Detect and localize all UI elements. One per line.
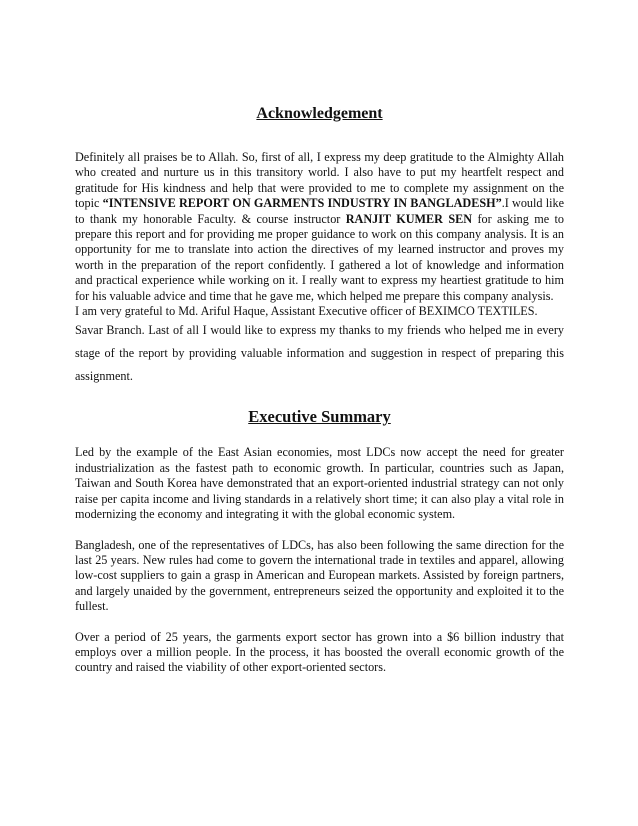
executive-summary-paragraph-1: Led by the example of the East Asian economies, most LDCs now accept the need for greater industrialization as the fastest path to economic growth. In particular, countries such as Japan, Taiwan and South Korea have demonstrated that an export-oriented industrial strategy can not only raise per capita income and living standards in a relatively short time; it can also play a vital role in modernizing the economy and integrating it with the global economic system. (75, 445, 564, 522)
acknowledgement-paragraph-2: I am very grateful to Md. Ariful Haque, Assistant Executive officer of BEXIMCO TEXTILES. (75, 304, 538, 319)
executive-summary-heading: Executive Summary (248, 407, 391, 427)
executive-summary-paragraph-2: Bangladesh, one of the representatives of LDCs, has also been following the same direction for the last 25 years. New rules had come to govern the international trade in textiles and apparel, allowing low-cost suppliers to gain a grasp in American and European markets. Assisted by foreign partners, and largely unaided by the government, entrepreneurs seized the opportunity and exploited it to the fullest. (75, 537, 564, 614)
executive-summary-paragraph-3: Over a period of 25 years, the garments export sector has grown into a $6 billion industry that employs over a million people. In the process, it has boosted the overall economic growth of the country and raised the viability of other export-oriented sectors. (75, 629, 564, 675)
acknowledgement-paragraph-1 (75, 150, 564, 304)
page-content (75, 104, 564, 676)
acknowledgement-text-1b: .I would like to thank my honorable Faculty. & course instructor (75, 196, 565, 226)
instructor-name: RANJIT KUMER SEN (345, 211, 473, 226)
acknowledgement-paragraph-3: Savar Branch. Last of all I would like to express my thanks to my friends who helped me in every stage of the report by providing valuable information and suggestion in respect of preparing this assignment. (75, 323, 564, 384)
acknowledgement-heading: Acknowledgement (256, 105, 383, 122)
acknowledgement-text-1a: Definitely all praises be to Allah. So, first of all, I express my deep gratitude to the Almighty Allah who created and nurture us in this transitory world. I also have to put my heartfelt respect and gratitude for His kindness and help that were provided to me to complete my assignment on the topic (75, 150, 564, 211)
acknowledgement-text-1c: for asking me to prepare this report and for providing me proper guidance to work on this company analysis. It is an opportunity for me to translate into action the directives of my learned instructor and proves my worth in the preparation of the report confidently. I gathered a lot of knowledge and information and practical experience while working on it. I really want to express my heartiest gratitude to him for his valuable advice and time that he gave me, which helped me prepare this company analysis. (75, 211, 565, 303)
report-topic: “INTENSIVE REPORT ON GARMENTS INDUSTRY IN BANGLADESH” (102, 196, 502, 211)
